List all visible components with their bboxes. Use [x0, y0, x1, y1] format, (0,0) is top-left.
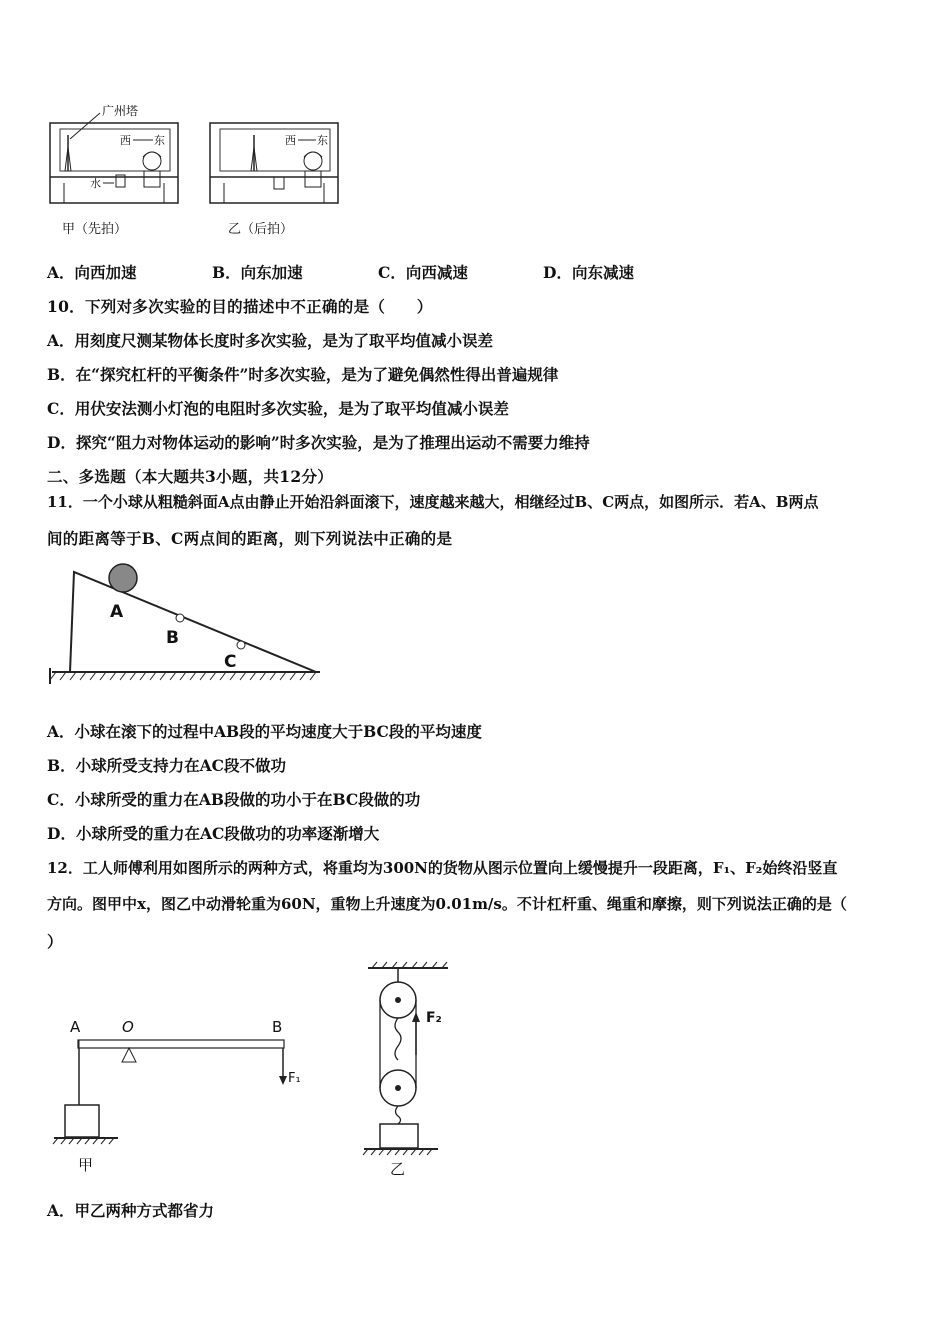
q11-option-c: C．小球所受的重力在AB段做的功小于在BC段做的功 — [47, 790, 421, 809]
q11-option-a: A．小球在滚下的过程中AB段的平均速度大于BC段的平均速度 — [47, 722, 482, 741]
label-b: B — [166, 628, 179, 648]
caption-jia: 甲 — [78, 1156, 94, 1174]
label-F2: F₂ — [426, 1010, 442, 1026]
photo-b — [210, 123, 338, 203]
q10-stem: 10．下列对多次实验的目的描述中不正确的是（ ） — [47, 297, 433, 316]
label-A: A — [70, 1018, 81, 1036]
q10-option-a: A．用刻度尺测某物体长度时多次实验，是为了取平均值减小误差 — [47, 331, 494, 350]
q12-stem-line2: 方向。图甲中x，图乙中动滑轮重为60N，重物上升速度为0.01m/s。不计杠杆重、绳重和摩擦，则下列说法正确的是（ — [47, 895, 847, 913]
label-c: C — [224, 652, 237, 672]
label-B: B — [272, 1018, 283, 1036]
q9-option-a: A．向西加速 — [47, 263, 137, 282]
label-west-b: 西 — [285, 134, 296, 147]
section-heading: 二、多选题（本大题共3小题，共12分） — [47, 467, 334, 486]
q9-option-c: C．向西减速 — [378, 263, 468, 282]
q11-stem-line2: 间的距离等于B、C两点间的距离，则下列说法中正确的是 — [47, 529, 453, 548]
q10-option-d: D．探究“阻力对物体运动的影响”时多次实验，是为了推理出运动不需要力维持 — [47, 433, 590, 452]
label-tower: 广州塔 — [102, 104, 139, 118]
q9-figure — [40, 95, 350, 245]
label-west-a: 西 — [120, 134, 131, 147]
label-F1: F₁ — [288, 1071, 301, 1086]
q12-pulley-figure — [360, 960, 470, 1180]
q11-option-b: B．小球所受支持力在AC段不做功 — [47, 756, 286, 775]
q12-option-a: A．甲乙两种方式都省力 — [47, 1201, 215, 1220]
q9-option-d: D．向东减速 — [543, 263, 634, 282]
q11-incline-figure — [40, 560, 330, 690]
q11-option-d: D．小球所受的重力在AC段做功的功率逐渐增大 — [47, 824, 380, 843]
caption-b: 乙（后拍） — [228, 222, 294, 237]
q10-option-c: C．用伏安法测小灯泡的电阻时多次实验，是为了取平均值减小误差 — [47, 399, 509, 418]
photo-a — [50, 103, 178, 203]
q10-option-b: B．在“探究杠杆的平衡条件”时多次实验，是为了避免偶然性得出普遍规律 — [47, 365, 559, 384]
q12-lever-figure — [50, 1010, 320, 1180]
label-O: O — [122, 1018, 134, 1036]
label-water: 水 — [90, 177, 101, 190]
caption-yi: 乙 — [390, 1160, 406, 1178]
label-east-b: 东 — [317, 134, 328, 147]
q12-stem-line1: 12．工人师傅利用如图所示的两种方式，将重均为300N的货物从图示位置向上缓慢提升一段距离，F₁、F₂始终沿竖直 — [47, 859, 838, 877]
q9-option-b: B．向东加速 — [212, 263, 303, 282]
q12-stem-line3: ） — [47, 932, 63, 951]
label-east-a: 东 — [154, 134, 165, 147]
caption-a: 甲（先拍） — [62, 222, 128, 237]
label-a: A — [110, 602, 124, 622]
q11-stem-line1: 11．一个小球从粗糙斜面A点由静止开始沿斜面滚下，速度越来越大，相继经过B、C两点，如图所示．若A、B两点 — [47, 493, 819, 511]
ball — [109, 564, 137, 592]
